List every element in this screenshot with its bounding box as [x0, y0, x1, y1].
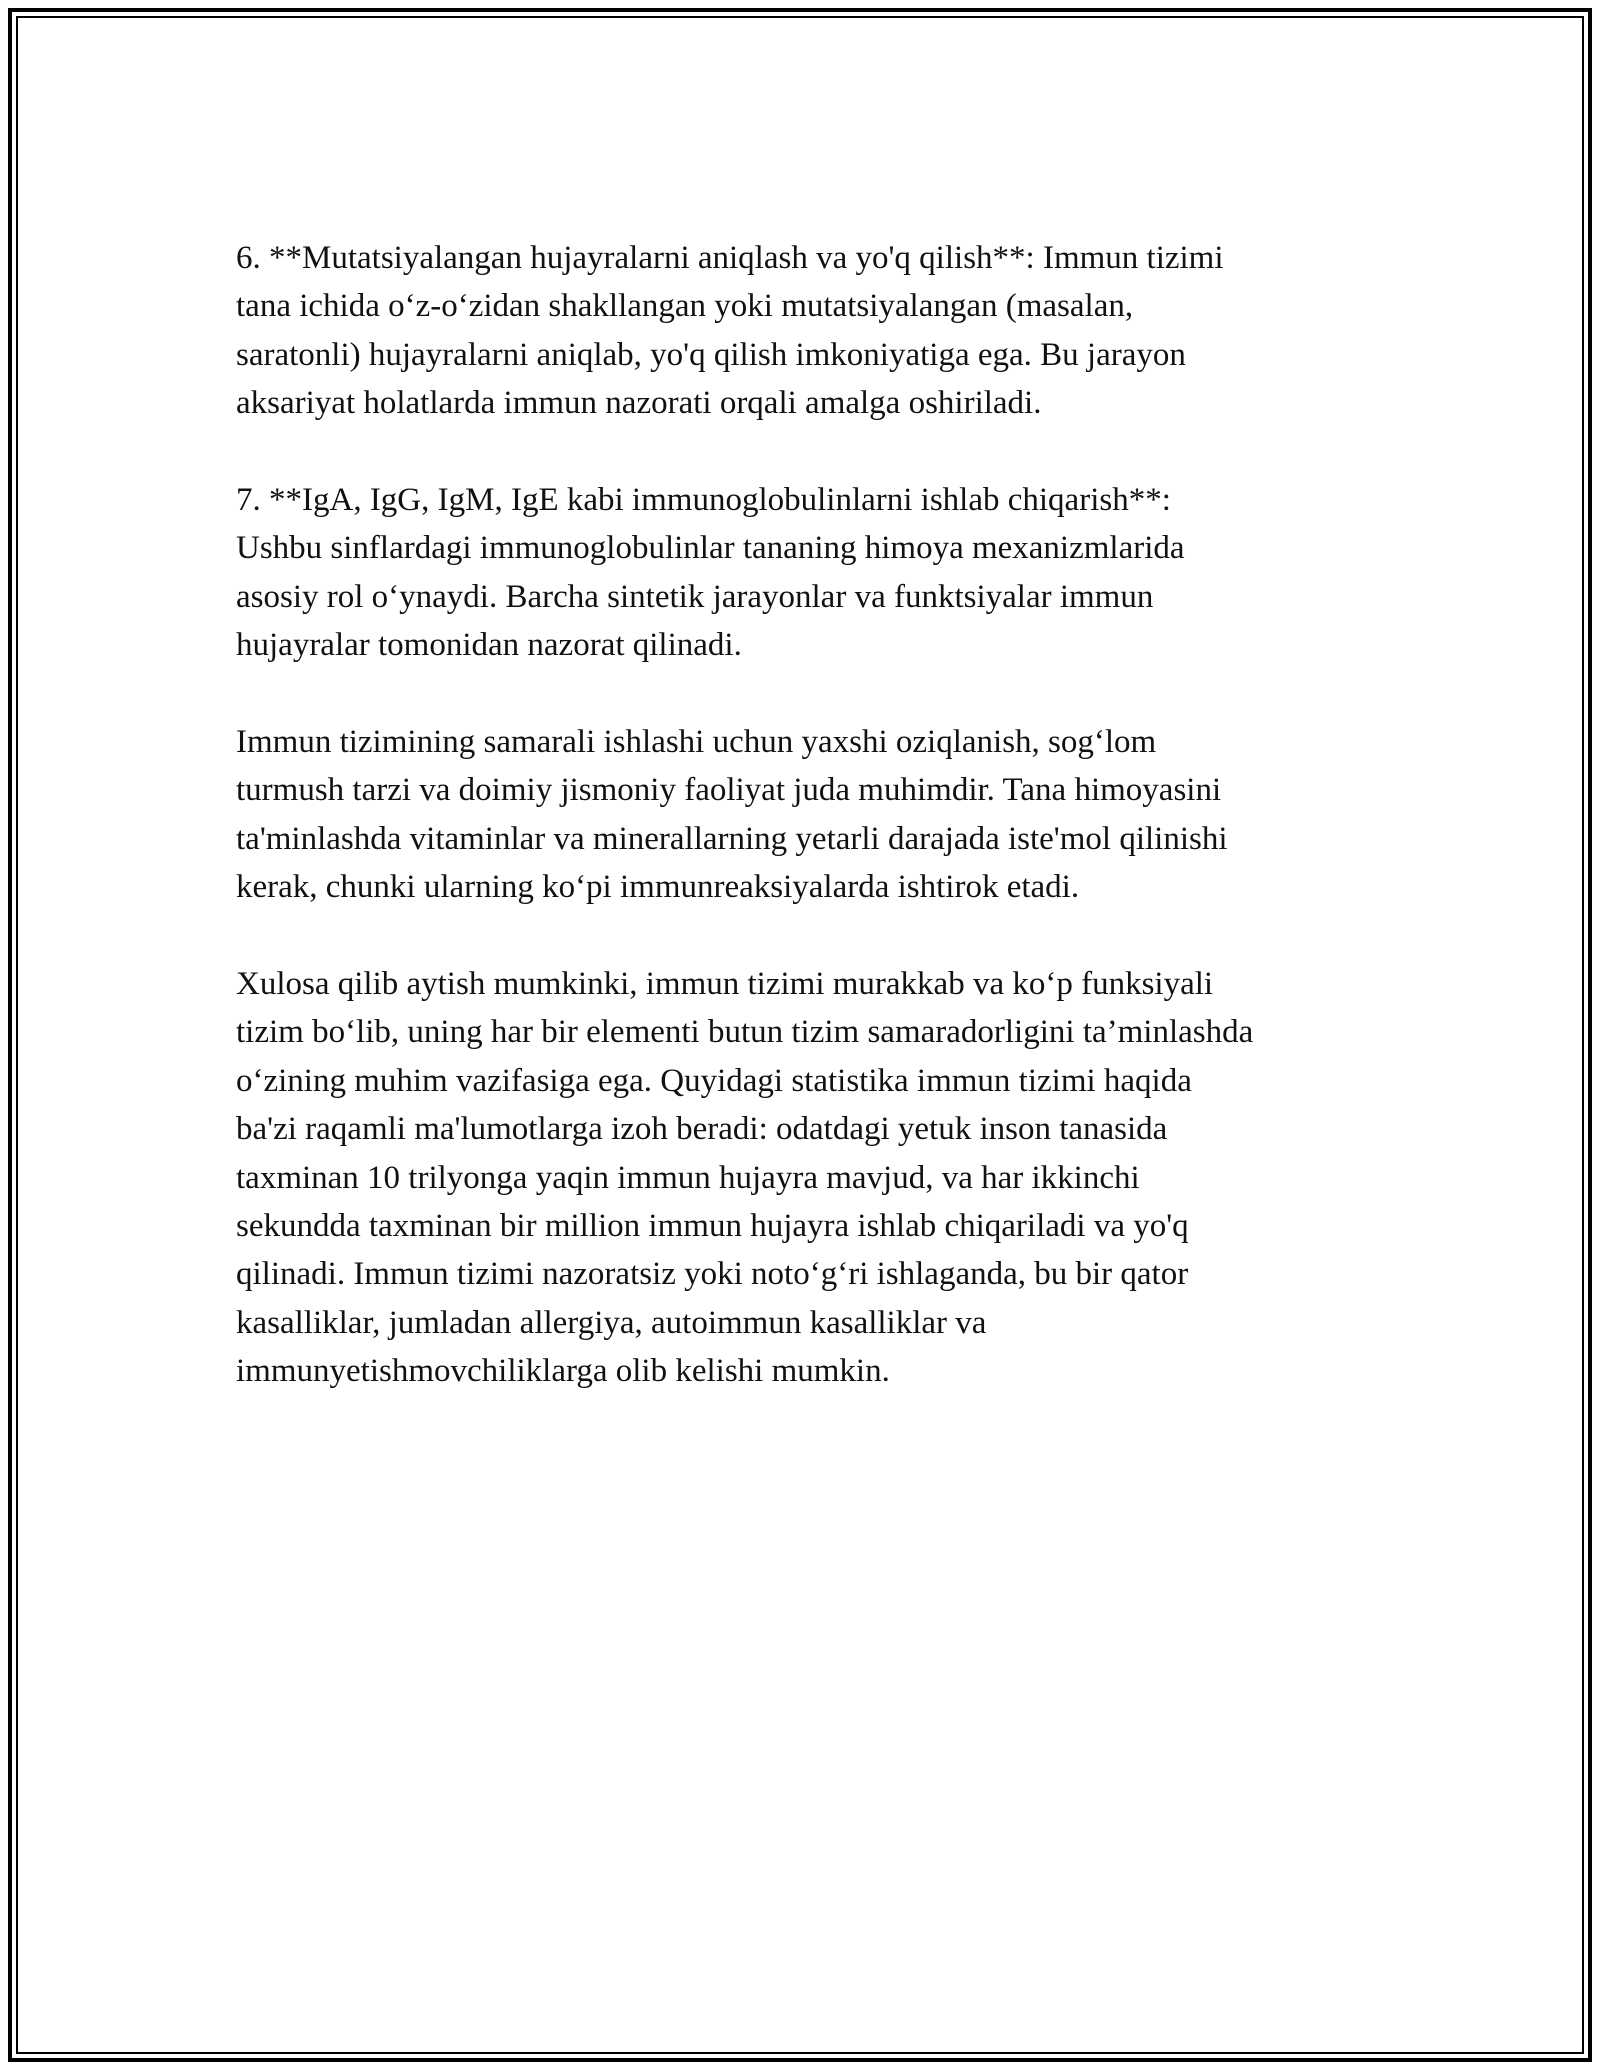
document-body: [236, 234, 1396, 1444]
paragraph-mutated-cells: 6. **Mutatsiyalangan hujayralarni aniqlash va yo'q qilish**: Immun tizimi tana ichida o‘z-o‘zidan shakllangan yoki mutatsiyalangan (masalan, saratonli) hujayralarni aniqlab, yo'q qilish imkoniyatiga ega. Bu jarayon aksariyat holatlarda immun nazorati orqali amalga oshiriladi.: [236, 240, 1224, 422]
paragraph-immunoglobulins: 7. **IgA, IgG, IgM, IgE kabi immunoglobulinlarni ishlab chiqarish**: Ushbu sinflardagi immunoglobulinlar tananing himoya mexanizmlarida asosiy rol o‘ynaydi. Barcha sintetik jarayonlar va funktsiyalar immun hujayralar tomonidan nazorat qilinadi.: [236, 482, 1185, 664]
paragraph-healthy-lifestyle: Immun tizimining samarali ishlashi uchun yaxshi oziqlanish, sog‘lom turmush tarzi va doimiy jismoniy faoliyat juda muhimdir. Tana himoyasini ta'minlashda vitaminlar va minerallarning yetarli darajada iste'mol qilinishi kerak, chunki ularning ko‘pi immunreaksiyalarda ishtirok etadi.: [236, 724, 1228, 906]
paragraph-conclusion: Xulosa qilib aytish mumkinki, immun tizimi murakkab va ko‘p funksiyali tizim bo‘lib, uning har bir elementi butun tizim samaradorligini ta’minlashda o‘zining muhim vazifasiga ega. Quyidagi statistika immun tizimi haqida ba'zi raqamli ma'lumotlarga izoh beradi: odatdagi yetuk inson tanasida taxminan 10 trilyonga yaqin immun hujayra mavjud, va har ikkinchi sekundda taxminan bir million immun hujayra ishlab chiqariladi va yo'q qilinadi. Immun tizimi nazoratsiz yoki noto‘g‘ri ishlaganda, bu bir qator kasalliklar, jumladan allergiya, autoimmun kasalliklar va immunyetishmovchiliklarga olib kelishi mumkin.: [236, 966, 1254, 1390]
